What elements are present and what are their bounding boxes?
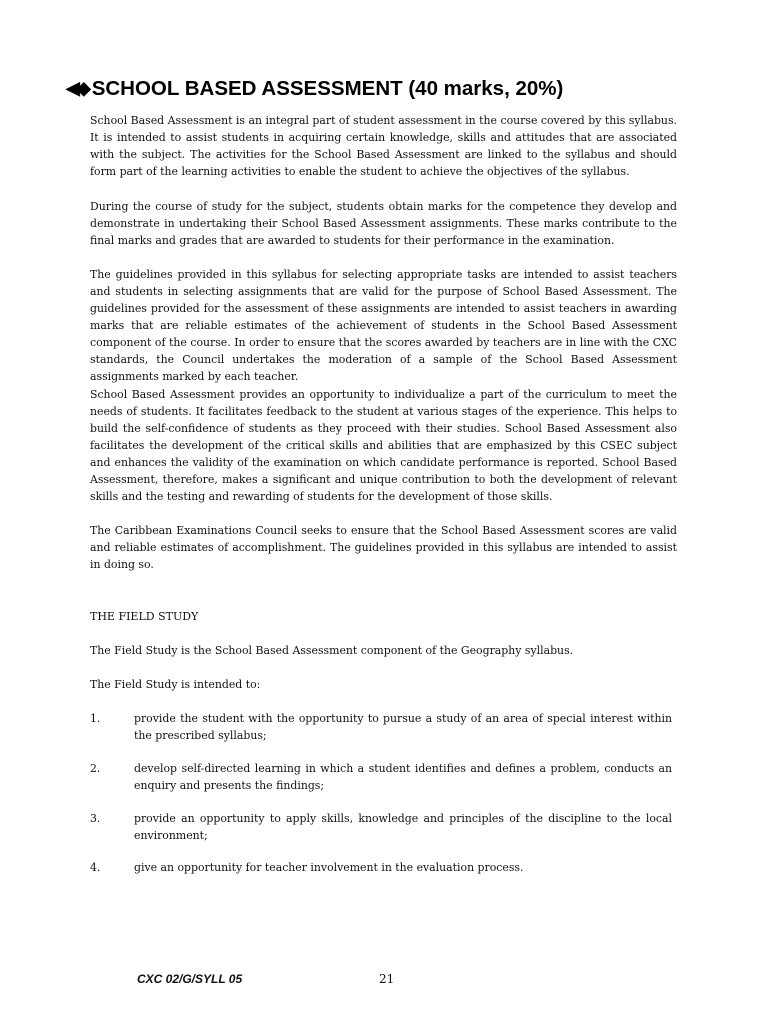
field-study-intro: The Field Study is the School Based Assessment component of the Geography syllabus. <box>90 644 574 657</box>
list-item-number: 2. <box>90 762 101 775</box>
section-heading <box>66 76 706 101</box>
footer-syllabus-code: CXC 02/G/SYLL 05 <box>137 972 243 986</box>
list-item-number: 1. <box>90 712 101 725</box>
list-item-text: give an opportunity for teacher involvement in the evaluation process. <box>134 861 524 874</box>
field-study-intended: The Field Study is intended to: <box>90 678 261 691</box>
paragraph-opportunity: School Based Assessment provides an opportunity to individualize a part of the curriculum to meet the needs of students. It facilitates feedback to the student at various stages of the experience. This helps to build the self-confidence of students as they proceed with their studies. School Based Assessment also facilitates the development of the critical skills and abilities that are emphasized by this CSEC subject and enhances the validity of the examination on which candidate performance is reported. School Based Assessment, therefore, makes a significant and unique contribution to both the development of relevant skills and the testing and rewarding of students for the development of those skills. <box>90 388 677 503</box>
paragraph-council: The Caribbean Examinations Council seeks to ensure that the School Based Assessment scores are valid and reliable estimates of accomplishment. The guidelines provided in this syllabus are intended to assist in doing so. <box>90 524 677 571</box>
section-heading-title: SCHOOL BASED ASSESSMENT (40 marks, 20%) <box>91 77 564 100</box>
list-item-text: provide the student with the opportunity to pursue a study of an area of special interest within the prescribed syllabus; <box>134 712 672 742</box>
field-study-title: THE FIELD STUDY <box>90 610 199 623</box>
list-item-text: develop self-directed learning in which a student identifies and defines a problem, conducts an enquiry and presents the findings; <box>134 762 672 792</box>
footer-page-number: 21 <box>379 972 395 986</box>
black-diamond-arrow-icon: ◀◆ <box>66 78 88 98</box>
paragraph-sba-intro: School Based Assessment is an integral part of student assessment in the course covered by this syllabus. It is intended to assist students in acquiring certain knowledge, skills and attitudes that are associated with the subject. The activities for the School Based Assessment are linked to the syllabus and should form part of the learning activities to enable the student to achieve the objectives of the syllabus. <box>90 114 677 178</box>
paragraph-guidelines: The guidelines provided in this syllabus for selecting appropriate tasks are intended to assist teachers and students in selecting assignments that are valid for the purpose of School Based Assessment. The guidelines provided for the assessment of these assignments are intended to assist teachers in awarding marks that are reliable estimates of the achievement of students in the School Based Assessment component of the course. In order to ensure that the scores awarded by teachers are in line with the CXC standards, the Council undertakes the moderation of a sample of the School Based Assessment assignments marked by each teacher. <box>90 268 677 383</box>
list-item-text: provide an opportunity to apply skills, knowledge and principles of the discipline to the local environment; <box>134 812 672 842</box>
list-item-number: 4. <box>90 861 101 874</box>
list-item-number: 3. <box>90 812 101 825</box>
paragraph-course-of-study: During the course of study for the subject, students obtain marks for the competence they develop and demonstrate in undertaking their School Based Assessment assignments. These marks contribute to the final marks and grades that are awarded to students for their performance in the examination. <box>90 200 677 247</box>
